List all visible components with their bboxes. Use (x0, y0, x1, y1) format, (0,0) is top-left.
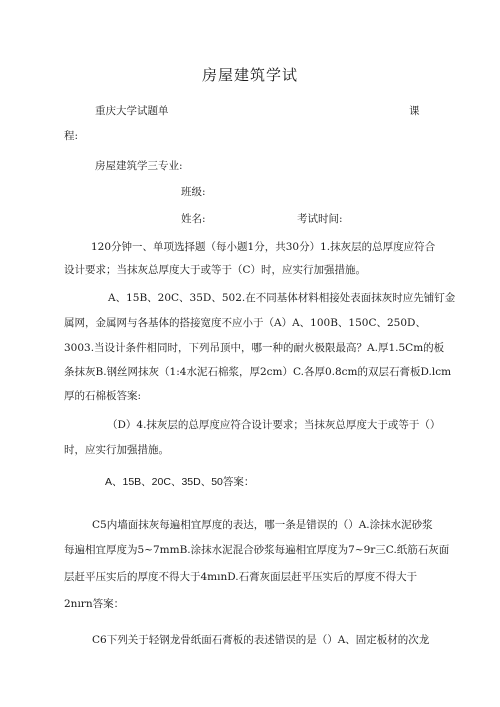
name-label: 姓名: (181, 213, 206, 225)
course-line: 房屋建筑学三专业: (95, 160, 183, 172)
document-title: 房屋建筑学试 (201, 66, 298, 84)
paragraph-line: A、15B、20C、35D、50答案： (105, 476, 255, 488)
paragraph-line: 厚的石棉板答案: (64, 390, 142, 402)
paragraph-line: 层赶平压实后的厚度不得大于4mınD.石膏灰面层赶平压实后的厚度不得大于 (64, 571, 418, 583)
paragraph-line: C5内墙面抹灰每遍相宜厚度的表达，哪一条是错误的（）A.涂抹水泥砂浆 (92, 519, 433, 531)
paragraph-line: （D）4.抹灰层的总厚度应符合设计要求；当抹灰总厚度大于或等于（） (107, 419, 441, 431)
time-label: 考试时间: (297, 213, 343, 225)
class-line: 班级: (181, 186, 206, 198)
paragraph-line: 3003.当设计条件相同时，下列吊顶中，哪一种的耐火极限最高？A.厚1.5Cm的板 (64, 342, 445, 354)
paragraph-line: A、15B、20C、35D、502.在不同基体材料相接处表面抹灰时应先铺钉金 (108, 292, 456, 304)
header-course-label: 课 (409, 105, 420, 117)
paragraph-line: 条抹灰B.钢丝网抹灰（1:4水泥石棉浆，厚2cm）C.各厚0.8cm的双层石膏板D.lcm (64, 366, 452, 378)
paragraph-line: 设计要求；当抹灰总厚度大于或等于（C）时，应实行加强措施。 (64, 264, 367, 276)
paragraph-line: 120分钟一、单项选择题（每小题1分，共30分）1.抹灰层的总厚度应符合 (91, 241, 436, 253)
paragraph-line: 2nırn答案： (64, 598, 125, 610)
header-course-cont: 程: (64, 130, 79, 142)
paragraph-line: 属网，金属网与各基体的搭接宽度不应小于（A）A、100B、150C、250D、 (64, 317, 426, 329)
paragraph-line: 每遍相宜厚度为5~7mmB.涂抹水泥混合砂浆每遍相宜厚度为7~9r三C.纸筋石灰面 (64, 544, 450, 556)
paragraph-line: 时，应实行加强措施。 (64, 444, 169, 456)
paragraph-line: C6下列关于轻钢龙骨纸面石膏板的表述错误的是（）A、固定板材的次龙 (92, 634, 430, 646)
header-school: 重庆大学试题单 (95, 105, 169, 117)
